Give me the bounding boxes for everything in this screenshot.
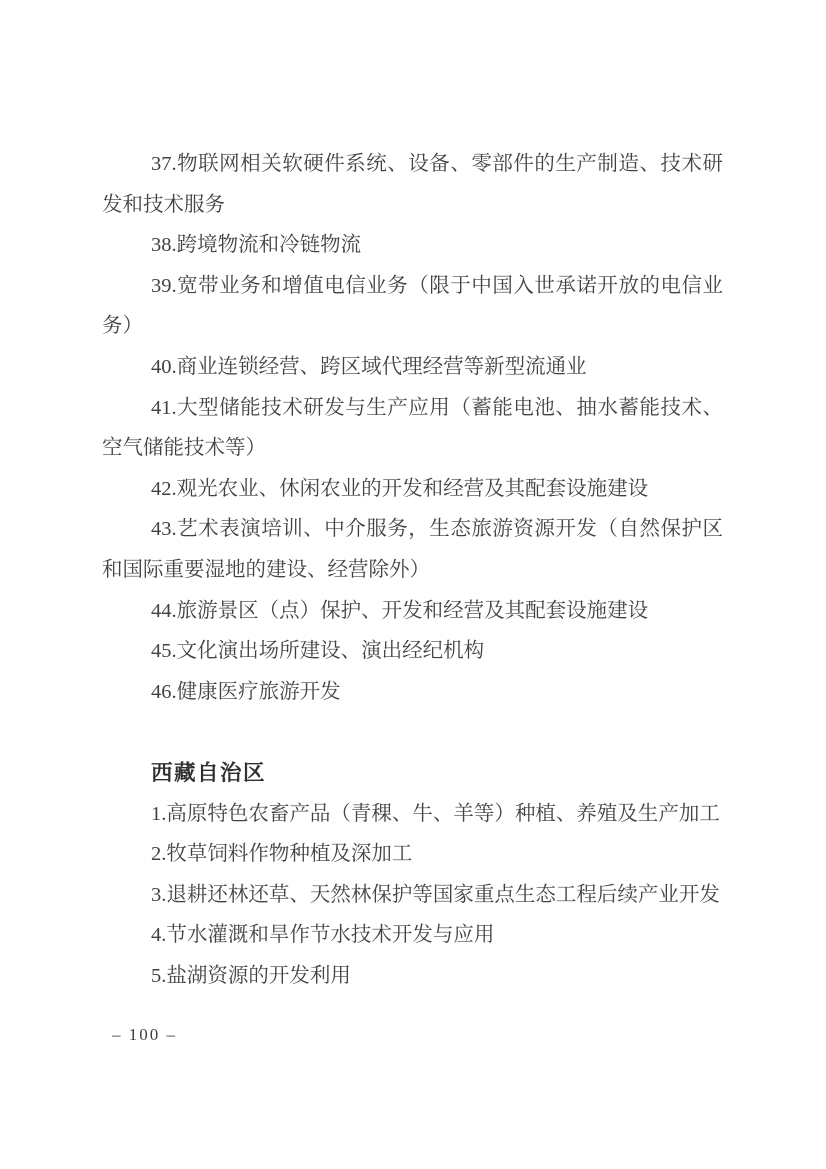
tibet-item-2: 2.牧草饲料作物种植及深加工 bbox=[151, 843, 413, 866]
item-37-line-2: 发和技术服务 bbox=[102, 193, 225, 216]
item-42: 42.观光农业、休闲农业的开发和经营及其配套设施建设 bbox=[151, 477, 649, 500]
tibet-item-5: 5.盐湖资源的开发利用 bbox=[151, 964, 351, 987]
item-38: 38.跨境物流和冷链物流 bbox=[151, 234, 362, 257]
item-45: 45.文化演出场所建设、演出经纪机构 bbox=[151, 640, 485, 663]
item-44: 44.旅游景区（点）保护、开发和经营及其配套设施建设 bbox=[151, 599, 649, 622]
page-number: – 100 – bbox=[112, 1025, 177, 1044]
tibet-item-1: 1.高原特色农畜产品（青稞、牛、羊等）种植、养殖及生产加工 bbox=[151, 802, 720, 825]
page-content bbox=[102, 144, 723, 996]
item-39-line-2: 务） bbox=[102, 315, 143, 338]
item-39-line-1: 39.宽带业务和增值电信业务（限于中国入世承诺开放的电信业 bbox=[151, 274, 723, 297]
item-41-line-2: 空气储能技术等） bbox=[102, 437, 266, 460]
item-40: 40.商业连锁经营、跨区域代理经营等新型流通业 bbox=[151, 355, 587, 378]
item-37-line-1: 37.物联网相关软硬件系统、设备、零部件的生产制造、技术研 bbox=[151, 153, 723, 175]
item-43-line-2: 和国际重要湿地的建设、经营除外） bbox=[102, 558, 430, 581]
section-heading-tibet: 西藏自治区 bbox=[151, 760, 267, 785]
tibet-item-3: 3.退耕还林还草、天然林保护等国家重点生态工程后续产业开发 bbox=[151, 883, 720, 906]
item-41-line-1: 41.大型储能技术研发与生产应用（蓄能电池、抽水蓄能技术、 bbox=[151, 396, 723, 419]
item-43-line-1: 43.艺术表演培训、中介服务，生态旅游资源开发（自然保护区 bbox=[151, 518, 723, 541]
tibet-item-4: 4.节水灌溉和旱作节水技术开发与应用 bbox=[151, 924, 495, 947]
item-46: 46.健康医疗旅游开发 bbox=[151, 680, 341, 703]
